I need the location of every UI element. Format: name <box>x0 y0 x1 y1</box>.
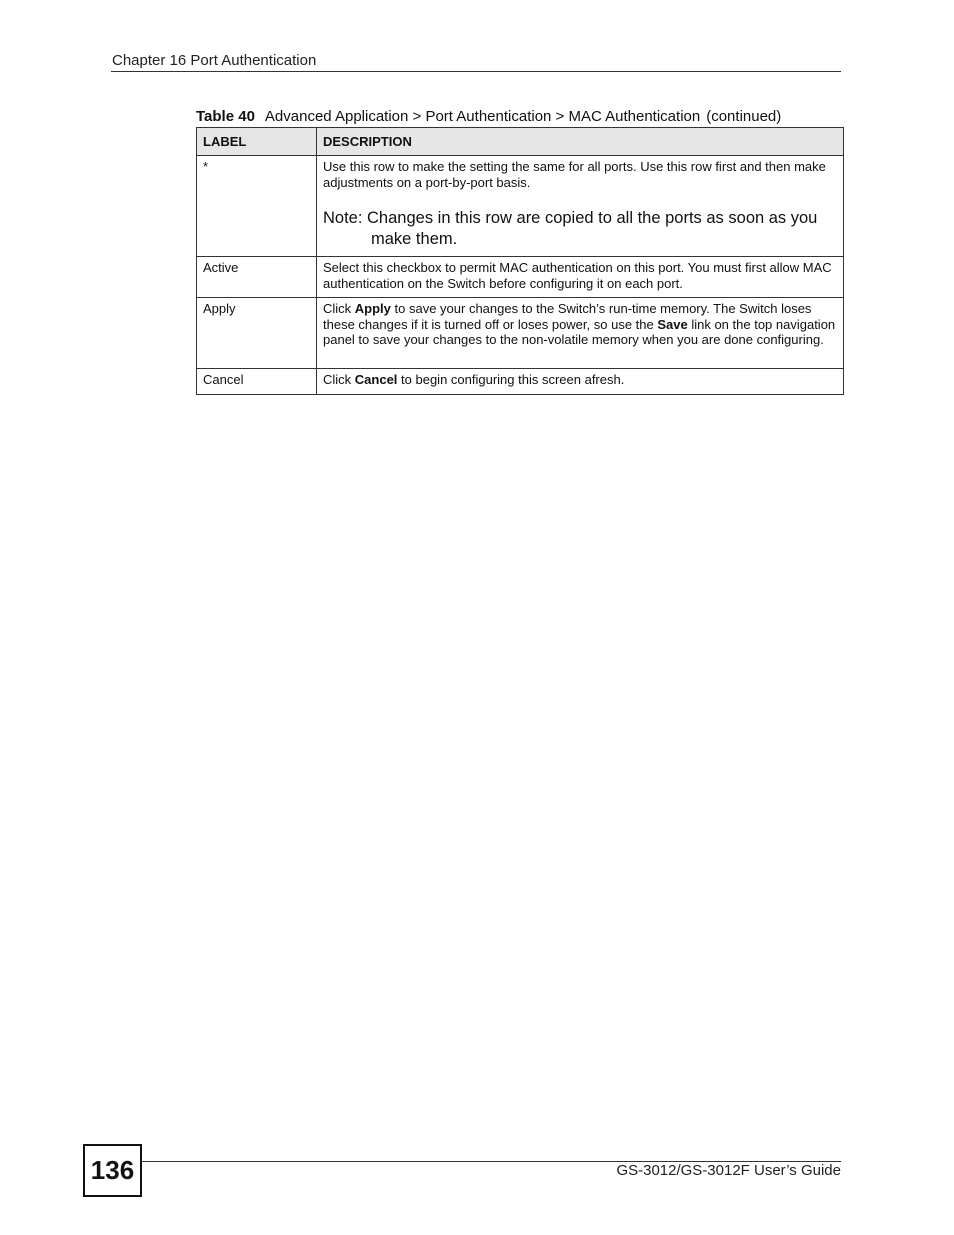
description-text: Use this row to make the setting the same for all ports. Use this row first and then make adjustments on a port-by-port basis. <box>323 159 826 190</box>
table-row <box>197 369 844 395</box>
row-description <box>317 298 844 369</box>
row-label: * <box>197 156 317 257</box>
page-number: 136 <box>83 1144 142 1197</box>
column-header-label: LABEL <box>197 128 317 156</box>
row-description: Select this checkbox to permit MAC authentication on this port. You must first allow MAC authentication on the Switch before configuring it on each port. <box>317 257 844 298</box>
desc-part: Click <box>323 301 355 316</box>
save-keyword: Save <box>657 316 688 332</box>
row-label: Apply <box>197 298 317 369</box>
table-header-row <box>197 128 844 156</box>
table-caption <box>196 108 781 125</box>
mac-authentication-table <box>196 127 844 395</box>
note-text: Note: Changes in this row are copied to all the ports as soon as you make them. <box>323 209 818 248</box>
guide-title: GS-3012/GS-3012F User’s Guide <box>616 1162 841 1179</box>
table-row <box>197 298 844 369</box>
table-continued: (continued) <box>706 108 782 125</box>
table-row <box>197 257 844 298</box>
table-title: Advanced Application > Port Authentication > MAC Authentication <box>264 108 701 125</box>
apply-keyword: Apply <box>354 301 391 316</box>
desc-part: to save your changes to the Switch’s run-time memory. The Switch loses these changes if it is turned off or loses power, so use the <box>323 301 812 332</box>
chapter-header: Chapter 16 Port Authentication <box>112 52 317 69</box>
column-header-description: DESCRIPTION <box>317 128 844 156</box>
table-row <box>197 156 844 257</box>
cancel-keyword: Cancel <box>354 372 398 387</box>
row-label: Cancel <box>197 369 317 395</box>
row-description <box>317 369 844 395</box>
table-number: Table 40 <box>196 108 255 125</box>
desc-part: Click <box>323 372 355 387</box>
row-label: Active <box>197 257 317 298</box>
desc-part: to begin configuring this screen afresh. <box>397 372 625 387</box>
header-divider <box>111 71 841 72</box>
desc-part: link on the top navigation panel to save your changes to the non-volatile memory when you are done configuring. <box>323 316 836 347</box>
row-description <box>317 156 844 257</box>
